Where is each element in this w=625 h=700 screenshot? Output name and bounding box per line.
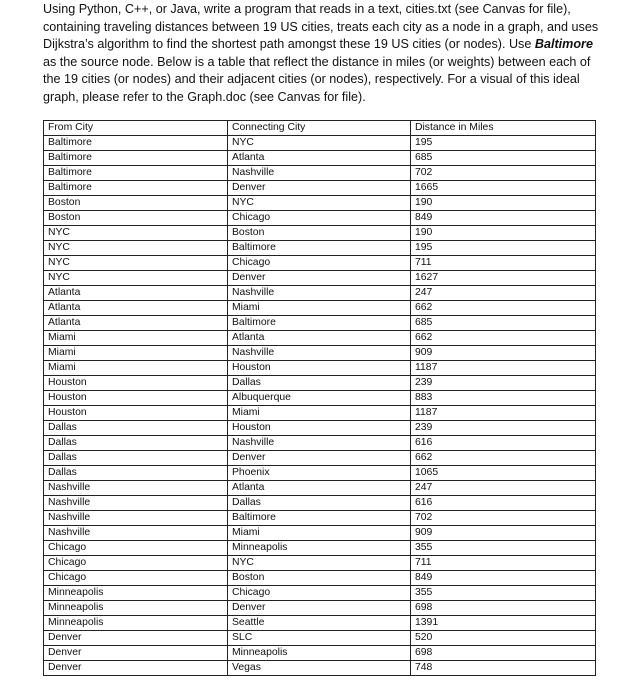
table-row — [44, 166, 596, 181]
table-row — [44, 556, 596, 571]
connecting-city-cell: Albuquerque — [228, 391, 411, 406]
from-city-cell: Houston — [44, 391, 228, 406]
connecting-city-cell: Denver — [228, 271, 411, 286]
table-row — [44, 196, 596, 211]
table-row — [44, 376, 596, 391]
distance-cell: 702 — [411, 511, 596, 526]
table-row — [44, 466, 596, 481]
distance-cell: 662 — [411, 301, 596, 316]
connecting-city-cell: Atlanta — [228, 331, 411, 346]
table-row — [44, 511, 596, 526]
from-city-cell: Minneapolis — [44, 586, 228, 601]
connecting-city-cell: NYC — [228, 136, 411, 151]
header-distance-miles: Distance in Miles — [411, 121, 596, 136]
connecting-city-cell: Denver — [228, 601, 411, 616]
table-row — [44, 301, 596, 316]
from-city-cell: Atlanta — [44, 301, 228, 316]
connecting-city-cell: Phoenix — [228, 466, 411, 481]
connecting-city-cell: NYC — [228, 196, 411, 211]
from-city-cell: Dallas — [44, 466, 228, 481]
instructions-text-part1: Using Python, C++, or Java, write a program that reads in a text, cities.txt (see Canvas for file), containing traveling distances between 19 US cities, treats each city as a node in a graph, and uses Dijkstra’s algorithm to find the shortest path amongst these 19 US cities (or nodes). Use — [43, 2, 599, 52]
connecting-city-cell: Seattle — [228, 616, 411, 631]
connecting-city-cell: Houston — [228, 421, 411, 436]
distance-cell: 190 — [411, 196, 596, 211]
from-city-cell: Miami — [44, 331, 228, 346]
instructions-text-part2: as the source node. Below is a table that reflect the distance in miles (or weights) between each of the 19 cities (or nodes) and their adjacent cities (or nodes), respectively. For a visual of this ideal graph, please refer to the Graph.doc (see Canvas for file). — [43, 54, 591, 104]
from-city-cell: Boston — [44, 196, 228, 211]
connecting-city-cell: Nashville — [228, 286, 411, 301]
from-city-cell: Minneapolis — [44, 601, 228, 616]
from-city-cell: Miami — [44, 346, 228, 361]
from-city-cell: Atlanta — [44, 286, 228, 301]
from-city-cell: Chicago — [44, 541, 228, 556]
connecting-city-cell: Vegas — [228, 661, 411, 676]
from-city-cell: Dallas — [44, 436, 228, 451]
source-city-name: Baltimore — [534, 37, 593, 52]
distance-cell: 748 — [411, 661, 596, 676]
from-city-cell: Nashville — [44, 526, 228, 541]
from-city-cell: Nashville — [44, 496, 228, 511]
connecting-city-cell: Dallas — [228, 496, 411, 511]
connecting-city-cell: Chicago — [228, 256, 411, 271]
distance-cell: 1187 — [411, 361, 596, 376]
from-city-cell: NYC — [44, 226, 228, 241]
distance-cell: 247 — [411, 286, 596, 301]
connecting-city-cell: Nashville — [228, 346, 411, 361]
from-city-cell: Dallas — [44, 421, 228, 436]
distance-cell: 239 — [411, 376, 596, 391]
from-city-cell: Minneapolis — [44, 616, 228, 631]
connecting-city-cell: NYC — [228, 556, 411, 571]
table-row — [44, 436, 596, 451]
table-row — [44, 361, 596, 376]
distance-cell: 909 — [411, 526, 596, 541]
connecting-city-cell: Denver — [228, 181, 411, 196]
from-city-cell: Denver — [44, 631, 228, 646]
distance-cell: 1391 — [411, 616, 596, 631]
from-city-cell: NYC — [44, 241, 228, 256]
distance-cell: 883 — [411, 391, 596, 406]
distance-cell: 685 — [411, 316, 596, 331]
connecting-city-cell: Atlanta — [228, 481, 411, 496]
distance-cell: 1065 — [411, 466, 596, 481]
distance-cell: 1187 — [411, 406, 596, 421]
distance-cell: 616 — [411, 496, 596, 511]
connecting-city-cell: Dallas — [228, 376, 411, 391]
connecting-city-cell: Chicago — [228, 211, 411, 226]
connecting-city-cell: Minneapolis — [228, 541, 411, 556]
distance-cell: 247 — [411, 481, 596, 496]
city-distance-table — [43, 120, 596, 676]
distance-cell: 702 — [411, 166, 596, 181]
distance-cell: 1627 — [411, 271, 596, 286]
connecting-city-cell: Boston — [228, 571, 411, 586]
from-city-cell: Houston — [44, 376, 228, 391]
from-city-cell: NYC — [44, 271, 228, 286]
table-row — [44, 601, 596, 616]
table-row — [44, 526, 596, 541]
distance-cell: 195 — [411, 241, 596, 256]
table-row — [44, 226, 596, 241]
distance-cell: 1665 — [411, 181, 596, 196]
table-row — [44, 286, 596, 301]
table-row — [44, 481, 596, 496]
table-row — [44, 541, 596, 556]
connecting-city-cell: Baltimore — [228, 511, 411, 526]
connecting-city-cell: Minneapolis — [228, 646, 411, 661]
table-row — [44, 181, 596, 196]
connecting-city-cell: Denver — [228, 451, 411, 466]
from-city-cell: Denver — [44, 646, 228, 661]
from-city-cell: Chicago — [44, 556, 228, 571]
table-row — [44, 331, 596, 346]
distance-cell: 685 — [411, 151, 596, 166]
distance-cell: 662 — [411, 451, 596, 466]
from-city-cell: NYC — [44, 256, 228, 271]
table-body — [44, 136, 596, 676]
table-row — [44, 241, 596, 256]
distance-cell: 909 — [411, 346, 596, 361]
distance-cell: 711 — [411, 256, 596, 271]
distance-cell: 239 — [411, 421, 596, 436]
distance-cell: 195 — [411, 136, 596, 151]
distance-cell: 711 — [411, 556, 596, 571]
from-city-cell: Baltimore — [44, 166, 228, 181]
connecting-city-cell: Miami — [228, 406, 411, 421]
table-row — [44, 271, 596, 286]
distance-cell: 698 — [411, 601, 596, 616]
connecting-city-cell: Boston — [228, 226, 411, 241]
from-city-cell: Houston — [44, 406, 228, 421]
table-row — [44, 421, 596, 436]
table-row — [44, 151, 596, 166]
table-row — [44, 391, 596, 406]
distance-cell: 190 — [411, 226, 596, 241]
table-row — [44, 136, 596, 151]
table-row — [44, 451, 596, 466]
from-city-cell: Nashville — [44, 511, 228, 526]
from-city-cell: Nashville — [44, 481, 228, 496]
distance-cell: 849 — [411, 211, 596, 226]
table-row — [44, 406, 596, 421]
table-row — [44, 316, 596, 331]
distance-cell: 355 — [411, 541, 596, 556]
header-connecting-city: Connecting City — [228, 121, 411, 136]
distance-cell: 616 — [411, 436, 596, 451]
connecting-city-cell: Nashville — [228, 436, 411, 451]
from-city-cell: Chicago — [44, 571, 228, 586]
from-city-cell: Baltimore — [44, 151, 228, 166]
from-city-cell: Baltimore — [44, 136, 228, 151]
connecting-city-cell: Houston — [228, 361, 411, 376]
connecting-city-cell: SLC — [228, 631, 411, 646]
table-row — [44, 661, 596, 676]
connecting-city-cell: Miami — [228, 301, 411, 316]
distance-cell: 662 — [411, 331, 596, 346]
table-row — [44, 211, 596, 226]
table-header-row — [44, 121, 596, 136]
distance-cell: 520 — [411, 631, 596, 646]
connecting-city-cell: Nashville — [228, 166, 411, 181]
connecting-city-cell: Baltimore — [228, 316, 411, 331]
from-city-cell: Miami — [44, 361, 228, 376]
table-row — [44, 256, 596, 271]
from-city-cell: Atlanta — [44, 316, 228, 331]
table-row — [44, 346, 596, 361]
connecting-city-cell: Chicago — [228, 586, 411, 601]
distance-cell: 849 — [411, 571, 596, 586]
table-row — [44, 496, 596, 511]
connecting-city-cell: Baltimore — [228, 241, 411, 256]
from-city-cell: Denver — [44, 661, 228, 676]
from-city-cell: Baltimore — [44, 181, 228, 196]
table-row — [44, 571, 596, 586]
from-city-cell: Boston — [44, 211, 228, 226]
table-row — [44, 646, 596, 661]
connecting-city-cell: Miami — [228, 526, 411, 541]
header-from-city: From City — [44, 121, 228, 136]
from-city-cell: Dallas — [44, 451, 228, 466]
distance-cell: 698 — [411, 646, 596, 661]
connecting-city-cell: Atlanta — [228, 151, 411, 166]
assignment-instructions — [43, 1, 603, 107]
table-row — [44, 616, 596, 631]
distance-cell: 355 — [411, 586, 596, 601]
table-row — [44, 631, 596, 646]
table-row — [44, 586, 596, 601]
